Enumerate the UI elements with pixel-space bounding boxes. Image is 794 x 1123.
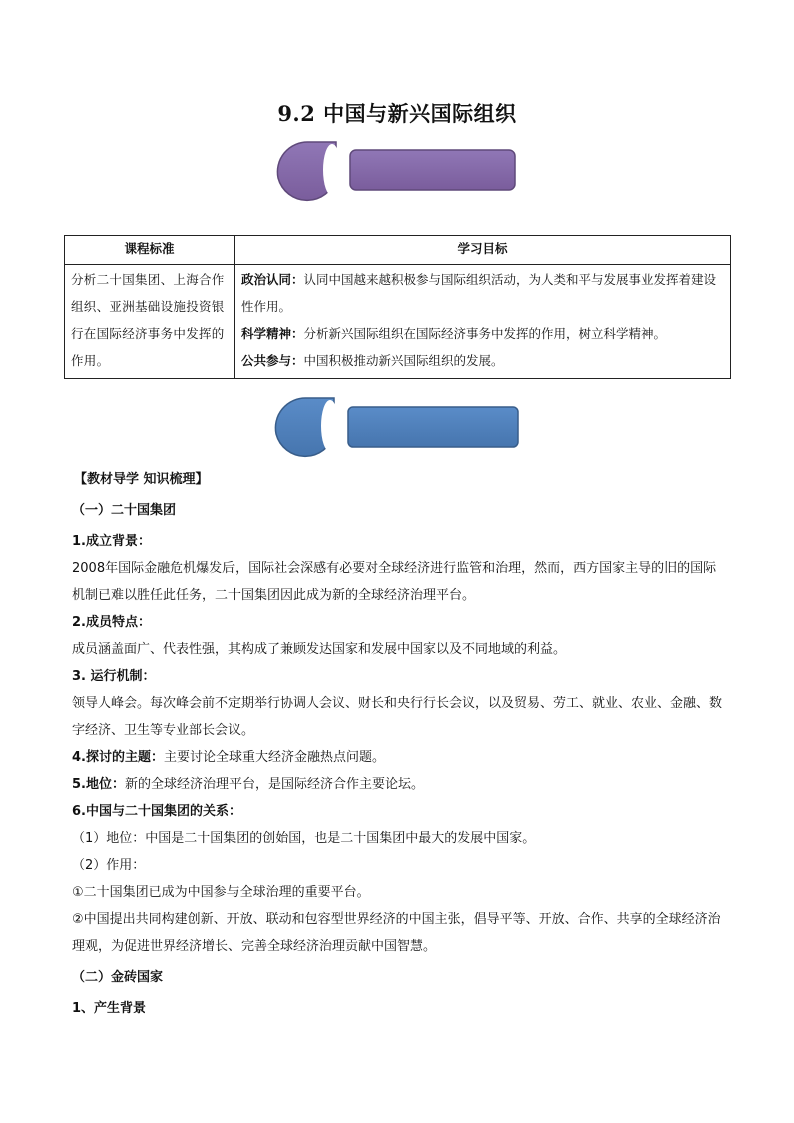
table-row bbox=[65, 265, 731, 379]
page-title: 9.2 中国与新兴国际组织 bbox=[277, 101, 517, 126]
goal-label: 科学精神： bbox=[241, 326, 304, 341]
item-text: 主要讨论全球重大经济金融热点问题。 bbox=[163, 750, 385, 765]
goal-label: 政治认同： bbox=[241, 272, 304, 287]
guide-heading: 【教材导学 知识梳理】 bbox=[74, 472, 209, 487]
standard-cell: 分析二十国集团、上海合作组织、亚洲基础设施投资银行在国际经济事务中发挥的作用。 bbox=[65, 265, 235, 379]
content-body bbox=[72, 466, 722, 1022]
item-heading: 1、产生背景 bbox=[72, 1001, 147, 1016]
goals-cell bbox=[235, 265, 731, 379]
item-heading: 3. 运行机制： bbox=[72, 669, 156, 684]
item-line bbox=[72, 771, 722, 798]
item-text: 领导人峰会。每次峰会前不定期举行协调人会议、财长和央行行长会议，以及贸易、劳工、就业、农业、金融、数字经济、卫生等专业部长会议。 bbox=[72, 696, 723, 738]
standards-table bbox=[64, 235, 731, 379]
header-standard: 课程标准 bbox=[65, 236, 235, 265]
item-text: 新的全球经济治理平台，是国际经济合作主要论坛。 bbox=[124, 777, 424, 792]
table-header-row bbox=[65, 236, 731, 265]
goal-item bbox=[241, 320, 724, 347]
objectives-banner bbox=[272, 138, 524, 204]
item-line bbox=[72, 744, 722, 771]
item-heading: 5.地位： bbox=[72, 777, 125, 792]
item-heading: 1.成立背景： bbox=[72, 534, 151, 549]
goal-text: 分析新兴国际组织在国际经济事务中发挥的作用，树立科学精神。 bbox=[303, 326, 667, 341]
goal-label: 公共参与： bbox=[241, 353, 304, 368]
banner-shape-bar bbox=[350, 150, 515, 190]
goal-item bbox=[241, 266, 724, 320]
goal-item bbox=[241, 347, 724, 374]
goal-text: 中国积极推动新兴国际组织的发展。 bbox=[303, 353, 504, 368]
section-heading: （二）金砖国家 bbox=[72, 970, 164, 985]
item-text: （2）作用： bbox=[72, 858, 146, 873]
item-heading: 4.探讨的主题： bbox=[72, 750, 164, 765]
item-heading: 6.中国与二十国集团的关系： bbox=[72, 804, 242, 819]
item-text: （1）地位：中国是二十国集团的创始国，也是二十国集团中最大的发展中国家。 bbox=[72, 831, 536, 846]
banner-shape-bar bbox=[348, 407, 518, 447]
item-text: 2008年国际金融危机爆发后，国际社会深感有必要对全球经济进行监管和治理，然而，西方国家主导的旧的国际机制已难以胜任此任务，二十国集团因此成为新的全球经济治理平台。 bbox=[72, 561, 717, 603]
item-heading: 2.成员特点： bbox=[72, 615, 151, 630]
item-text: 成员涵盖面广、代表性强，其构成了兼顾发达国家和发展中国家以及不同地域的利益。 bbox=[72, 642, 567, 657]
item-text: ②中国提出共同构建创新、开放、联动和包容型世界经济的中国主张，倡导平等、开放、合作、共享的全球经济治理观，为促进世界经济增长、完善全球经济治理贡献中国智慧。 bbox=[72, 912, 721, 954]
header-goals: 学习目标 bbox=[235, 236, 731, 265]
knowledge-banner bbox=[268, 394, 526, 460]
goal-text: 认同中国越来越积极参与国际组织活动，为人类和平与发展事业发挥着建设性作用。 bbox=[241, 272, 717, 314]
item-text: ①二十国集团已成为中国参与全球治理的重要平台。 bbox=[72, 885, 370, 900]
section-heading: （一）二十国集团 bbox=[72, 503, 177, 518]
